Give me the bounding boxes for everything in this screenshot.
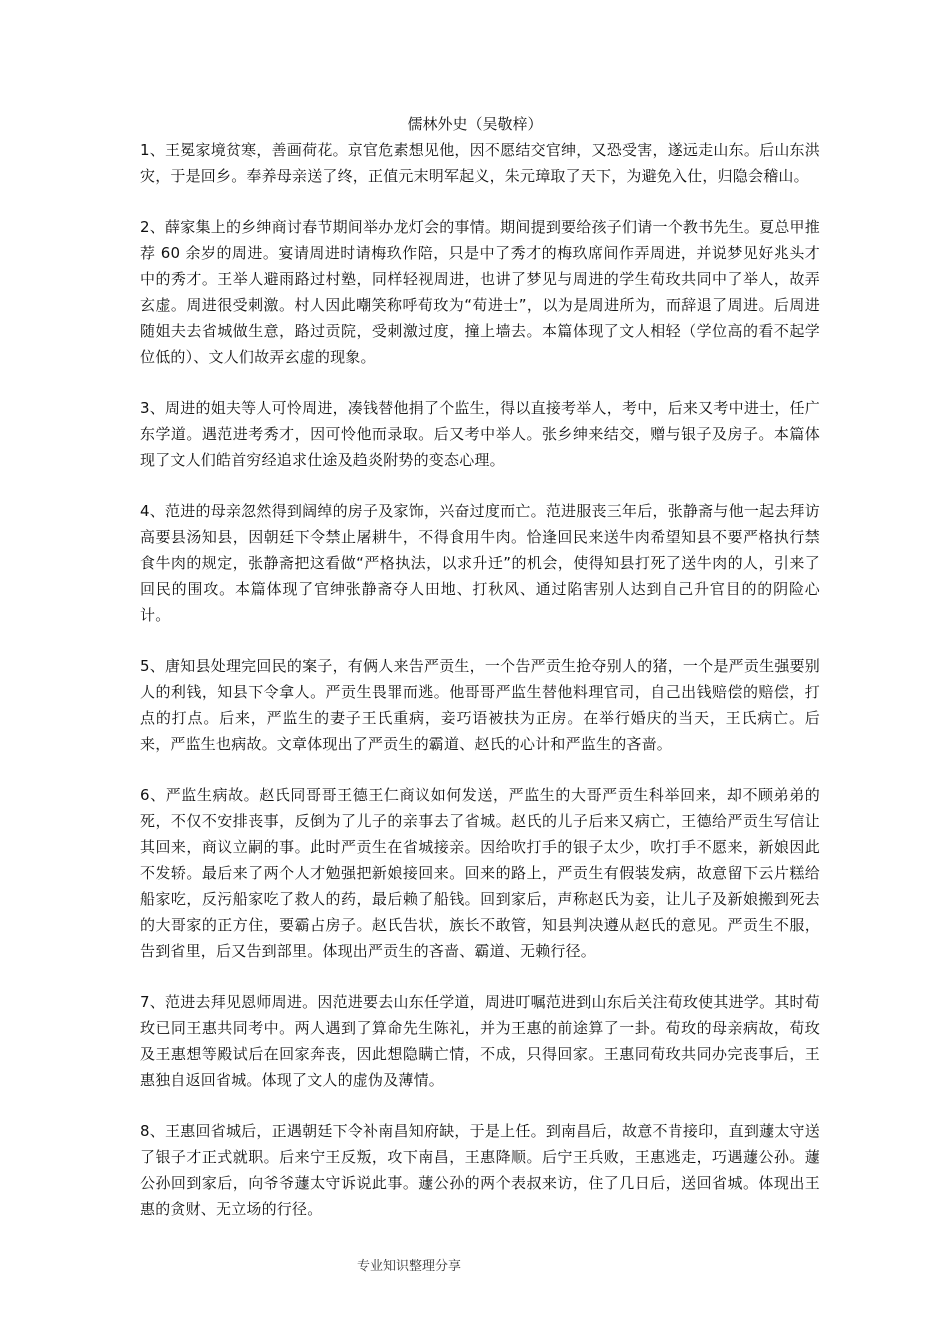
paragraph-4: 4、范进的母亲忽然得到阔绰的房子及家饰，兴奋过度而亡。范进服丧三年后，张静斋与他一起去拜访高要县汤知县，因朝廷下令禁止屠耕牛，不得食用牛肉。恰逢回民来送牛肉希望知县不要严格执行禁食牛肉的规定，张静斋把这看做“严格执法，以求升迁”的机会，使得知县打死了送牛肉的人，引来了回民的围攻。本篇体现了官绅张静斋夺人田地、打秋风、通过陷害别人达到自己升官目的的阴险心计。 <box>140 502 820 624</box>
page-footer: 专业知识整理分享 <box>357 1259 462 1274</box>
paragraph-8: 8、王惠回省城后，正遇朝廷下令补南昌知府缺，于是上任。到南昌后，故意不肯接印，直到蘧太守送了银子才正式就职。后来宁王反叛，攻下南昌，王惠降顺。后宁王兵败，王惠逃走，巧遇蘧公孙。蘧公孙回到家后，向爷爷蘧太守诉说此事。蘧公孙的两个表叔来访，住了几日后，送回省城。体现出王惠的贪财、无立场的行径。 <box>140 1122 820 1218</box>
paragraph-6: 6、严监生病故。赵氏同哥哥王德王仁商议如何发送，严监生的大哥严贡生科举回来，却不顾弟弟的死，不仅不安排丧事，反倒为了儿子的亲事去了省城。赵氏的儿子后来又病亡，王德给严贡生写信让其回来，商议立嗣的事。此时严贡生在省城接亲。因给吹打手的银子太少，吹打手不愿来，新娘因此不发轿。最后来了两个人才勉强把新娘接回来。回来的路上，严贡生有假装发病，故意留下云片糕给船家吃，反污船家吃了救人的药，最后赖了船钱。回到家后，声称赵氏为妾，让儿子及新娘搬到死去的大哥家的正方住，要霸占房子。赵氏告状，族长不敢管，知县判决遵从赵氏的意见。严贡生不服，告到省里，后又告到部里。体现出严贡生的吝啬、霸道、无赖行径。 <box>140 786 820 960</box>
document-body <box>140 137 820 1247</box>
paragraph-3: 3、周进的姐夫等人可怜周进，凑钱替他捐了个监生，得以直接考举人，考中，后来又考中进士，任广东学道。遇范进考秀才，因可怜他而录取。后又考中举人。张乡绅来结交，赠与银子及房子。本篇体现了文人们皓首穷经追求仕途及趋炎附势的变态心理。 <box>140 399 820 469</box>
paragraph-2: 2、薛家集上的乡绅商讨春节期间举办龙灯会的事情。期间提到要给孩子们请一个教书先生。夏总甲推荐 60 余岁的周进。宴请周进时请梅玖作陪，只是中了秀才的梅玖席间作弄周进，并说梦见好兆头才中的秀才。王举人避雨路过村塾，同样轻视周进，也讲了梦见与周进的学生荀玫共同中了举人，故弄玄虚。周进很受刺激。村人因此嘲笑称呼荀玫为“荀进士”，以为是周进所为，而辞退了周进。后周进随姐夫去省城做生意，路过贡院，受刺激过度，撞上墙去。本篇体现了文人相轻（学位高的看不起学位低的）、文人们故弄玄虚的现象。 <box>140 218 820 366</box>
paragraph-1: 1、王冕家境贫寒，善画荷花。京官危素想见他，因不愿结交官绅，又恐受害，遂远走山东。后山东洪灾，于是回乡。奉养母亲送了终，正值元末明军起义，朱元璋取了天下，为避免入仕，归隐会稽山。 <box>140 141 820 185</box>
paragraph-7: 7、范进去拜见恩师周进。因范进要去山东任学道，周进叮嘱范进到山东后关注荀玫使其进学。其时荀玫已同王惠共同考中。两人遇到了算命先生陈礼，并为王惠的前途算了一卦。荀玫的母亲病故，荀玫及王惠想等殿试后在回家奔丧，因此想隐瞒亡情，不成，只得回家。王惠同荀玫共同办完丧事后，王惠独自返回省城。体现了文人的虚伪及薄情。 <box>140 993 820 1089</box>
document-title: 儒林外史（吴敬梓） <box>407 115 543 133</box>
paragraph-5: 5、唐知县处理完回民的案子，有俩人来告严贡生，一个告严贡生抢夺别人的猪，一个是严贡生强要别人的利钱，知县下令拿人。严贡生畏罪而逃。他哥哥严监生替他料理官司，自己出钱赔偿的赔偿，打点的打点。后来，严监生的妻子王氏重病，妾巧语被扶为正房。在举行婚庆的当天，王氏病亡。后来，严监生也病故。文章体现出了严贡生的霸道、赵氏的心计和严监生的吝啬。 <box>140 657 820 753</box>
